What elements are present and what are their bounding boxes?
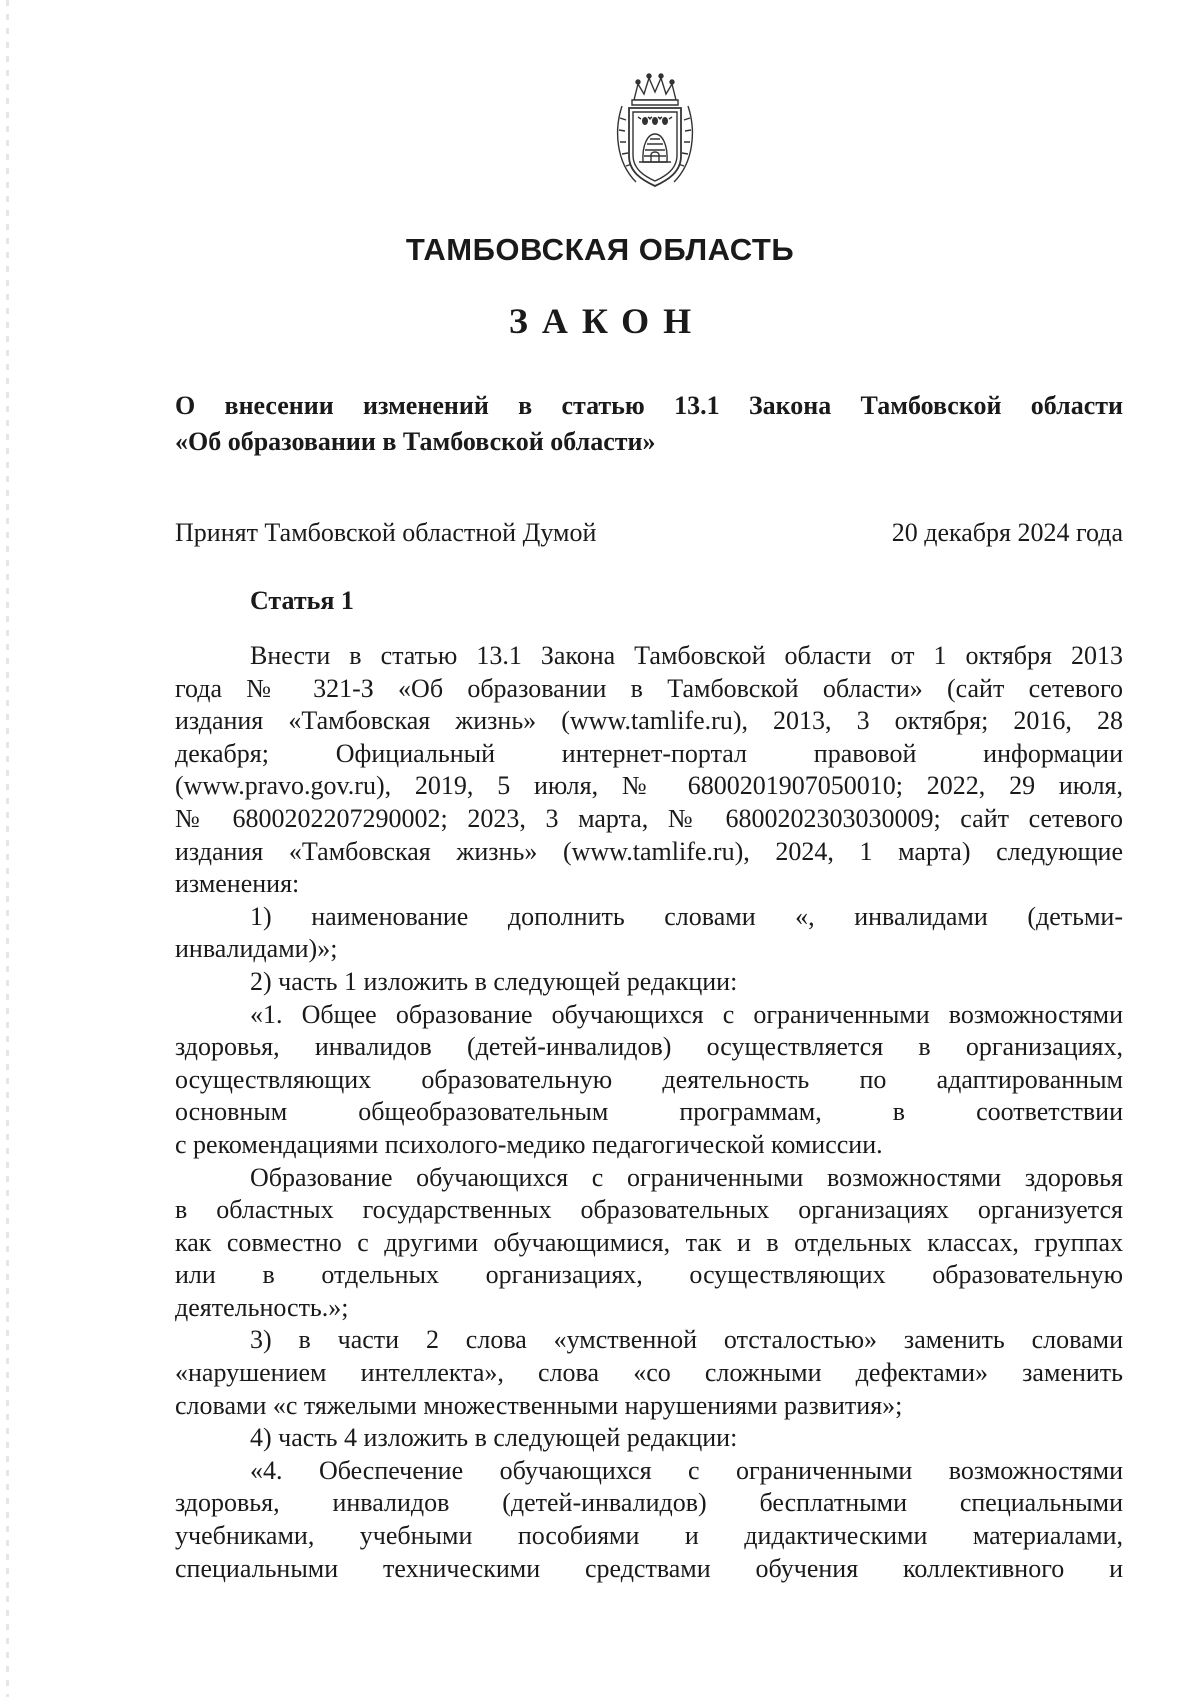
body-line: 3) в части 2 слова «умственной отсталостью» заменить словами	[250, 1325, 1123, 1355]
body-line: 4) часть 4 изложить в следующей редакции:	[250, 1423, 738, 1453]
body-line: как совместно с другими обучающимися, так и в отдельных классах, группах	[175, 1227, 1123, 1257]
body-line: словами «с тяжелыми множественными нарушениями развития»;	[175, 1390, 903, 1420]
body-line: учебниками, учебными пособиями и дидактическими материалами,	[175, 1521, 1123, 1551]
body-line: с рекомендациями психолого-медико педагогической комиссии.	[175, 1129, 883, 1159]
body-line: издания «Тамбовская жизнь» (www.tamlife.ru), 2013, 3 октября; 2016, 28	[175, 706, 1123, 736]
body-line: 1) наименование дополнить словами «, инвалидами (детьми-	[250, 901, 1123, 931]
body-line: «1. Общее образование обучающихся с ограниченными возможностями	[250, 999, 1123, 1029]
body-line: (www.pravo.gov.ru), 2019, 5 июля, № 6800201907050010; 2022, 29 июля,	[175, 771, 1123, 801]
body-line: издания «Тамбовская жизнь» (www.tamlife.ru), 2024, 1 марта) следующие	[175, 836, 1123, 866]
adoption-date: 20 декабря 2024 года	[891, 518, 1123, 547]
law-title-line-2: «Об образовании в Тамбовской области»	[175, 427, 656, 456]
body-line: осуществляющих образовательную деятельность по адаптированным	[175, 1064, 1123, 1094]
body-line: № 6800202207290002; 2023, 3 марта, № 6800202303030009; сайт сетевого	[175, 803, 1123, 833]
body-line: деятельность.»;	[175, 1292, 349, 1322]
tambov-coat-of-arms-icon	[612, 70, 698, 194]
document-type: ЗАКОН	[508, 301, 706, 341]
body-line: основным общеобразовательным программам, в соответствии	[175, 1097, 1123, 1127]
adopted-by: Принят Тамбовской областной Думой	[175, 518, 597, 547]
article-heading: Статья 1	[250, 586, 354, 615]
body-line: специальными техническими средствами обучения коллективного и	[175, 1553, 1123, 1583]
body-line: 2) часть 1 изложить в следующей редакции:	[250, 966, 738, 996]
body-line: изменения:	[175, 869, 300, 899]
body-line: здоровья, инвалидов (детей-инвалидов) бесплатными специальными	[175, 1488, 1123, 1518]
law-title	[175, 388, 1123, 460]
body-line: или в отдельных организациях, осуществляющих образовательную	[175, 1260, 1123, 1290]
body-line: «4. Обеспечение обучающихся с ограниченными возможностями	[250, 1455, 1123, 1485]
body-line: инвалидами)»;	[175, 934, 338, 964]
law-title-line-1: О внесении изменений в статью 13.1 Закона Тамбовской области	[175, 391, 1123, 420]
body-line: здоровья, инвалидов (детей-инвалидов) осуществляется в организациях,	[175, 1032, 1123, 1062]
adoption-line	[175, 518, 1123, 548]
body-line: декабря; Официальный интернет-портал правовой информации	[175, 738, 1123, 768]
body-line: Внести в статью 13.1 Закона Тамбовской области от 1 октября 2013	[250, 641, 1123, 670]
body-line: года № 321-З «Об образовании в Тамбовской области» (сайт сетевого	[175, 673, 1123, 703]
body-line: «нарушением интеллекта», слова «со сложными дефектами» заменить	[175, 1358, 1123, 1388]
body-line: Образование обучающихся с ограниченными возможностями здоровья	[250, 1162, 1123, 1192]
body-line: в областных государственных образовательных организациях организуется	[175, 1195, 1123, 1225]
region-title: ТАМБОВСКАЯ ОБЛАСТЬ	[405, 232, 795, 267]
article-body	[175, 640, 1123, 1585]
